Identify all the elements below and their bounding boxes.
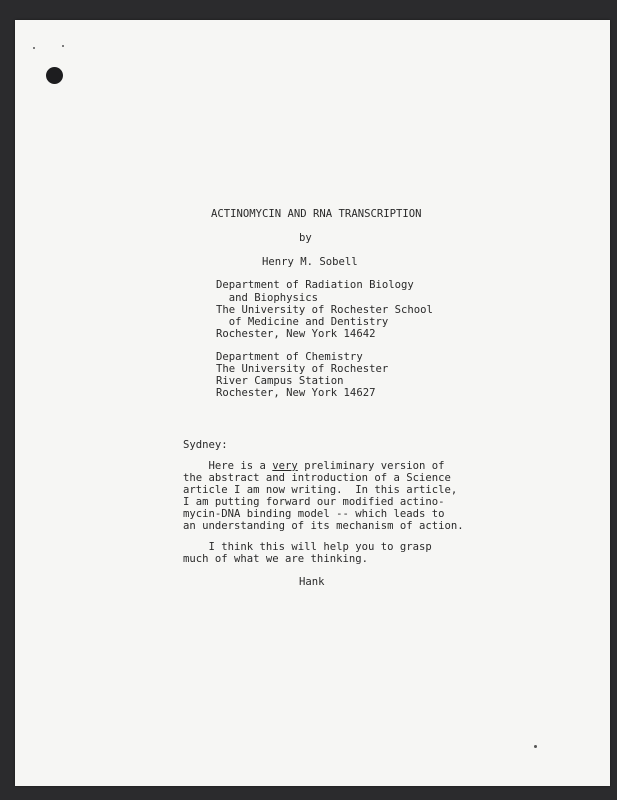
affiliation-line: The University of Rochester <box>216 363 389 375</box>
affiliation-line: of Medicine and Dentistry <box>216 316 389 328</box>
affiliation-line: Department of Chemistry <box>216 351 363 363</box>
text-run: Here is a <box>183 460 273 472</box>
document-title: ACTINOMYCIN AND RNA TRANSCRIPTION <box>211 208 422 220</box>
punch-hole <box>46 67 63 84</box>
by-line: by <box>299 232 312 244</box>
affiliation-line: Rochester, New York 14627 <box>216 387 376 399</box>
author-name: Henry M. Sobell <box>262 256 358 268</box>
signature: Hank <box>299 576 325 588</box>
paper-speck <box>62 45 64 47</box>
paragraph-line: an understanding of its mechanism of action. <box>183 520 464 532</box>
underlined-word: very <box>272 460 298 472</box>
paragraph-line: I think this will help you to grasp <box>183 541 432 553</box>
paragraph-line: I am putting forward our modified actino- <box>183 496 445 508</box>
paper-speck <box>33 47 35 49</box>
text-run: preliminary version of <box>297 460 445 472</box>
affiliation-line: River Campus Station <box>216 375 344 387</box>
paper-speck <box>534 745 537 748</box>
affiliation-line: Department of Radiation Biology <box>216 279 414 291</box>
document-page <box>15 20 610 786</box>
affiliation-line: The University of Rochester School <box>216 304 433 316</box>
paragraph-line: mycin-DNA binding model -- which leads to <box>183 508 445 520</box>
salutation: Sydney: <box>183 439 228 451</box>
affiliation-line: Rochester, New York 14642 <box>216 328 376 340</box>
paragraph-line: much of what we are thinking. <box>183 553 368 565</box>
paragraph-line: the abstract and introduction of a Science <box>183 472 451 484</box>
paragraph-line: article I am now writing. In this article, <box>183 484 458 496</box>
affiliation-line: and Biophysics <box>216 292 319 304</box>
